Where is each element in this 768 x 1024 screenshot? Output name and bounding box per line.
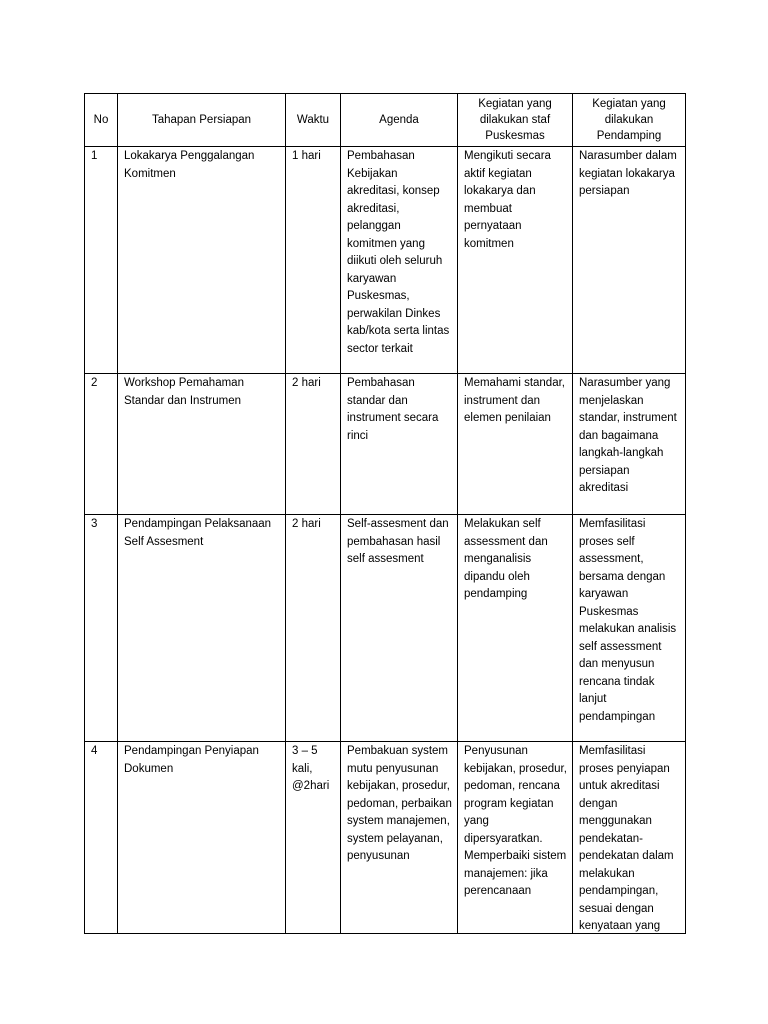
accreditation-preparation-table (84, 93, 686, 934)
cell-no-text: 4 (91, 745, 98, 757)
cell-kegiatan-staf (458, 742, 573, 934)
cell-agenda-text: Pembakuan system mutu penyusunan kebijakan, prosedur, pedoman, perbaikan system manajemen, system pelayanan, penyusunan (347, 745, 452, 862)
table-body (85, 147, 686, 934)
table-row (85, 742, 686, 934)
header-no: No (85, 94, 118, 147)
cell-waktu (286, 742, 341, 934)
cell-tahapan: Workshop Pemahaman Standar dan Instrumen (118, 374, 286, 515)
cell-waktu: 1 hari (286, 147, 341, 374)
cell-agenda: Self-assesment dan pembahasan hasil self assesment (341, 515, 458, 742)
header-row (85, 94, 686, 147)
cell-no: 1 (85, 147, 118, 374)
cell-tahapan-text: Pendampingan Penyiapan Dokumen (124, 745, 259, 775)
cell-no (85, 742, 118, 934)
cell-agenda (341, 742, 458, 934)
cell-kegiatan-staf-text: Penyusunan kebijakan, prosedur, pedoman, rencana program kegiatan yang dipersyaratkan. Memperbaiki sistem manajemen: jika perencanaan (464, 745, 567, 897)
table-row (85, 147, 686, 374)
cell-kegiatan-pendamping: Narasumber yang menjelaskan standar, instrument dan bagaimana langkah-langkah persiapan akreditasi (573, 374, 686, 515)
table-row (85, 374, 686, 515)
cell-waktu: 2 hari (286, 515, 341, 742)
cell-waktu-text: 3 – 5 kali, @2hari (292, 745, 330, 792)
header-kegiatan-staf: Kegiatan yang dilakukan staf Puskesmas (458, 94, 573, 147)
cell-kegiatan-pendamping: Memfasilitasi proses self assessment, bersama dengan karyawan Puskesmas melakukan analisis self assessment dan menyusun rencana tindak lanjut pendampingan (573, 515, 686, 742)
header-kegiatan-pendamping: Kegiatan yang dilakukan Pendamping (573, 94, 686, 147)
header-waktu: Waktu (286, 94, 341, 147)
table-header (85, 94, 686, 147)
cell-kegiatan-staf: Melakukan self assessment dan menganalisis dipandu oleh pendamping (458, 515, 573, 742)
cell-kegiatan-staf: Mengikuti secara aktif kegiatan lokakarya dan membuat pernyataan komitmen (458, 147, 573, 374)
cell-tahapan: Lokakarya Penggalangan Komitmen (118, 147, 286, 374)
header-tahapan: Tahapan Persiapan (118, 94, 286, 147)
cell-no: 3 (85, 515, 118, 742)
cell-waktu: 2 hari (286, 374, 341, 515)
cell-kegiatan-pendamping: Narasumber dalam kegiatan lokakarya persiapan (573, 147, 686, 374)
cell-kegiatan-pendamping (573, 742, 686, 934)
cell-no: 2 (85, 374, 118, 515)
cell-tahapan: Pendampingan Pelaksanaan Self Assesment (118, 515, 286, 742)
table-row (85, 515, 686, 742)
header-agenda: Agenda (341, 94, 458, 147)
cell-agenda: Pembahasan standar dan instrument secara rinci (341, 374, 458, 515)
cell-tahapan (118, 742, 286, 934)
cell-agenda: Pembahasan Kebijakan akreditasi, konsep akreditasi, pelanggan komitmen yang diikuti oleh seluruh karyawan Puskesmas, perwakilan Dinkes kab/kota serta lintas sector terkait (341, 147, 458, 374)
cell-kegiatan-staf: Memahami standar, instrument dan elemen penilaian (458, 374, 573, 515)
cell-kegiatan-pendamping-text: Memfasilitasi proses penyiapan untuk akreditasi dengan menggunakan pendekatan-pendekatan dalam melakukan pendampingan, sesuai dengan kenyataan yang (579, 745, 674, 932)
